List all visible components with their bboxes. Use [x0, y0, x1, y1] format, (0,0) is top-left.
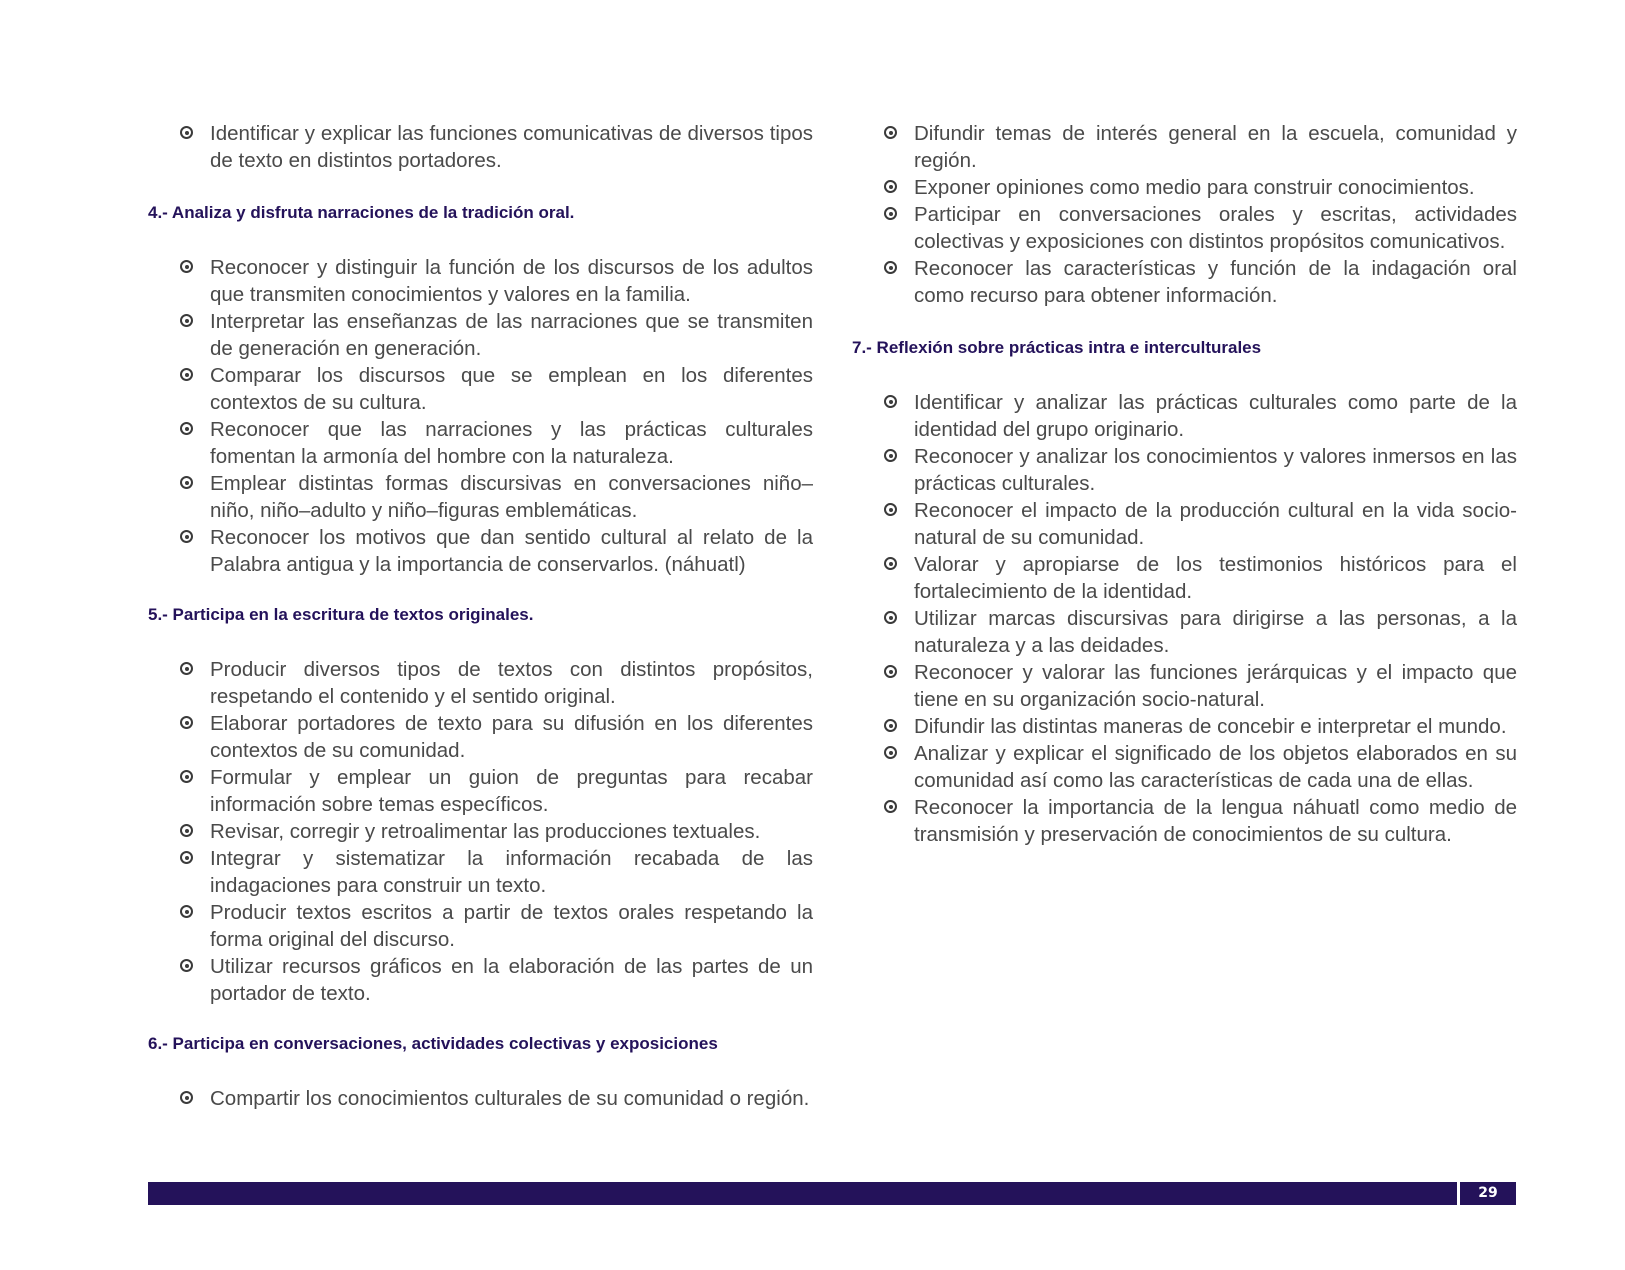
item-text: Comparar los discursos que se emplean en los diferentes contextos de su cultura.	[210, 364, 813, 414]
item-text: Producir textos escritos a partir de textos orales respetando la forma original del discurso.	[210, 901, 813, 951]
circle-bullet-icon	[180, 476, 193, 489]
item-text: Identificar y explicar las funciones comunicativas de diversos tipos de texto en distintos portadores.	[210, 122, 813, 172]
circle-bullet-icon	[180, 824, 193, 837]
left-column	[148, 120, 813, 1112]
item-text: Utilizar marcas discursivas para dirigirse a las personas, a la naturaleza y a las deidades.	[914, 607, 1517, 657]
list-item	[148, 845, 813, 899]
circle-bullet-icon	[180, 1091, 193, 1104]
section-heading-4: 4.- Analiza y disfruta narraciones de la tradición oral.	[148, 203, 575, 222]
list-item	[852, 551, 1517, 605]
item-text: Compartir los conocimientos culturales de su comunidad o región.	[210, 1087, 810, 1110]
circle-bullet-icon	[884, 395, 897, 408]
circle-bullet-icon	[884, 800, 897, 813]
list-item	[852, 201, 1517, 255]
list-item	[852, 794, 1517, 848]
item-text: Exponer opiniones como medio para construir conocimientos.	[914, 176, 1475, 199]
list-item	[852, 605, 1517, 659]
circle-bullet-icon	[884, 557, 897, 570]
list-item	[852, 255, 1517, 309]
list-item	[852, 174, 1517, 201]
circle-bullet-icon	[884, 719, 897, 732]
circle-bullet-icon	[180, 126, 193, 139]
list-item	[852, 497, 1517, 551]
item-text: Reconocer la importancia de la lengua náhuatl como medio de transmisión y preservación de conocimientos de su cultura.	[914, 796, 1517, 846]
page-number: 29	[1460, 1182, 1516, 1205]
item-text: Identificar y analizar las prácticas culturales como parte de la identidad del grupo originario.	[914, 391, 1517, 441]
footer-bar	[148, 1182, 1457, 1205]
intro-list	[148, 120, 813, 174]
circle-bullet-icon	[884, 449, 897, 462]
circle-bullet-icon	[180, 662, 193, 675]
circle-bullet-icon	[180, 851, 193, 864]
list-item	[148, 470, 813, 524]
list-item	[148, 953, 813, 1007]
circle-bullet-icon	[180, 905, 193, 918]
section-6-list	[148, 1085, 813, 1112]
item-text: Elaborar portadores de texto para su difusión en los diferentes contextos de su comunidad.	[210, 712, 813, 762]
item-text: Reconocer el impacto de la producción cultural en la vida socio-natural de su comunidad.	[914, 499, 1517, 549]
item-text: Analizar y explicar el significado de los objetos elaborados en su comunidad así como las características de cada una de ellas.	[914, 742, 1517, 792]
circle-bullet-icon	[884, 746, 897, 759]
list-item	[148, 764, 813, 818]
circle-bullet-icon	[180, 530, 193, 543]
section-5-list	[148, 656, 813, 1007]
list-item	[148, 416, 813, 470]
right-column	[852, 120, 1517, 848]
list-item	[852, 120, 1517, 174]
item-text: Participar en conversaciones orales y escritas, actividades colectivas y exposiciones con distintos propósitos comunicativos.	[914, 203, 1517, 253]
item-text: Reconocer y valorar las funciones jerárquicas y el impacto que tiene en su organización socio-natural.	[914, 661, 1517, 711]
list-item	[148, 710, 813, 764]
list-item	[852, 740, 1517, 794]
circle-bullet-icon	[180, 422, 193, 435]
item-text: Reconocer y analizar los conocimientos y valores inmersos en las prácticas culturales.	[914, 445, 1517, 495]
circle-bullet-icon	[180, 959, 193, 972]
circle-bullet-icon	[884, 261, 897, 274]
item-text: Revisar, corregir y retroalimentar las producciones textuales.	[210, 820, 761, 843]
section-heading-7: 7.- Reflexión sobre prácticas intra e interculturales	[852, 338, 1262, 357]
circle-bullet-icon	[884, 180, 897, 193]
section-6-continued-list	[852, 120, 1517, 309]
section-7-list	[852, 389, 1517, 848]
item-text: Difundir temas de interés general en la escuela, comunidad y región.	[914, 122, 1517, 172]
item-text: Producir diversos tipos de textos con distintos propósitos, respetando el contenido y el sentido original.	[210, 658, 813, 708]
circle-bullet-icon	[180, 260, 193, 273]
circle-bullet-icon	[180, 368, 193, 381]
section-4-list	[148, 254, 813, 578]
list-item	[852, 713, 1517, 740]
list-item	[148, 362, 813, 416]
item-text: Difundir las distintas maneras de concebir e interpretar el mundo.	[914, 715, 1507, 738]
section-heading-6: 6.- Participa en conversaciones, actividades colectivas y exposiciones	[148, 1034, 718, 1053]
circle-bullet-icon	[884, 126, 897, 139]
circle-bullet-icon	[884, 503, 897, 516]
circle-bullet-icon	[180, 770, 193, 783]
list-item	[852, 659, 1517, 713]
circle-bullet-icon	[884, 665, 897, 678]
circle-bullet-icon	[884, 611, 897, 624]
item-text: Reconocer las características y función de la indagación oral como recurso para obtener información.	[914, 257, 1517, 307]
list-item	[852, 443, 1517, 497]
circle-bullet-icon	[180, 314, 193, 327]
item-text: Formular y emplear un guion de preguntas para recabar información sobre temas específicos.	[210, 766, 813, 816]
item-text: Interpretar las enseñanzas de las narraciones que se transmiten de generación en generación.	[210, 310, 813, 360]
item-text: Integrar y sistematizar la información recabada de las indagaciones para construir un texto.	[210, 847, 813, 897]
item-text: Valorar y apropiarse de los testimonios históricos para el fortalecimiento de la identidad.	[914, 553, 1517, 603]
list-item	[148, 120, 813, 174]
circle-bullet-icon	[180, 716, 193, 729]
item-text: Reconocer y distinguir la función de los discursos de los adultos que transmiten conocimientos y valores en la familia.	[210, 256, 813, 306]
section-heading-5: 5.- Participa en la escritura de textos originales.	[148, 605, 534, 624]
item-text: Emplear distintas formas discursivas en conversaciones niño–niño, niño–adulto y niño–figuras emblemáticas.	[210, 472, 813, 522]
list-item	[148, 899, 813, 953]
list-item	[852, 389, 1517, 443]
list-item	[148, 818, 813, 845]
list-item	[148, 308, 813, 362]
list-item	[148, 656, 813, 710]
item-text: Reconocer los motivos que dan sentido cultural al relato de la Palabra antigua y la importancia de conservarlos. (náhuatl)	[210, 526, 813, 576]
list-item	[148, 524, 813, 578]
list-item	[148, 254, 813, 308]
item-text: Utilizar recursos gráficos en la elaboración de las partes de un portador de texto.	[210, 955, 813, 1005]
circle-bullet-icon	[884, 207, 897, 220]
list-item	[148, 1085, 813, 1112]
item-text: Reconocer que las narraciones y las prácticas culturales fomentan la armonía del hombre con la naturaleza.	[210, 418, 813, 468]
